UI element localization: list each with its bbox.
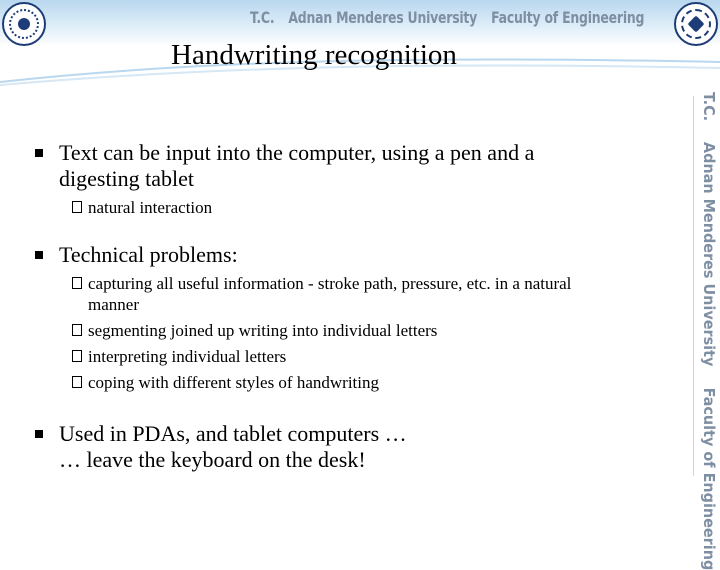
faculty-logo: [674, 2, 718, 46]
side-banner: [700, 92, 718, 570]
header-faculty: Faculty of Engineering: [491, 7, 645, 27]
bullet-line: Technical problems:: [59, 242, 238, 267]
header-university: Adnan Menderes University: [288, 7, 478, 27]
bullet-line: Used in PDAs, and tablet computers …: [59, 421, 407, 446]
sub-bullet-line: coping with different styles of handwriting: [88, 373, 379, 392]
square-bullet-icon: [35, 149, 43, 157]
bullet-line: … leave the keyboard on the desk!: [59, 447, 366, 472]
square-bullet-icon: [35, 251, 43, 259]
box-bullet-icon: [72, 201, 82, 213]
sub-bullet-line: interpreting individual letters: [88, 347, 287, 366]
side-university: Adnan Menderes University: [700, 142, 718, 367]
header-institution: [250, 4, 644, 30]
side-tc: T.C.: [700, 92, 718, 122]
bullet-item: [35, 421, 675, 473]
sub-bullet-item: [35, 197, 675, 218]
bullet-item: [35, 140, 675, 192]
box-bullet-icon: [72, 376, 82, 388]
bullet-item: [35, 242, 675, 268]
side-divider: [693, 96, 694, 476]
bullet-line: digesting tablet: [59, 166, 195, 191]
box-bullet-icon: [72, 324, 82, 336]
slide-body: [35, 140, 675, 473]
header-tc: T.C.: [250, 7, 275, 27]
bullet-line: Text can be input into the computer, using a pen and a: [59, 140, 535, 165]
box-bullet-icon: [72, 350, 82, 362]
side-faculty: Faculty of Engineering: [700, 387, 718, 570]
box-bullet-icon: [72, 277, 82, 289]
sub-bullet-line: capturing all useful information - stroke path, pressure, etc. in a natural: [88, 274, 572, 293]
square-bullet-icon: [35, 430, 43, 438]
sub-bullet-line: manner: [88, 295, 139, 314]
sub-bullet-line: segmenting joined up writing into individual letters: [88, 321, 438, 340]
sub-bullet-item: [35, 346, 675, 367]
university-logo: [2, 2, 46, 46]
sub-bullet-item: [35, 273, 675, 315]
sub-bullet-line: natural interaction: [88, 198, 213, 217]
slide-title: Handwriting recognition: [171, 39, 457, 71]
sub-bullet-item: [35, 320, 675, 341]
sub-bullet-item: [35, 372, 675, 393]
